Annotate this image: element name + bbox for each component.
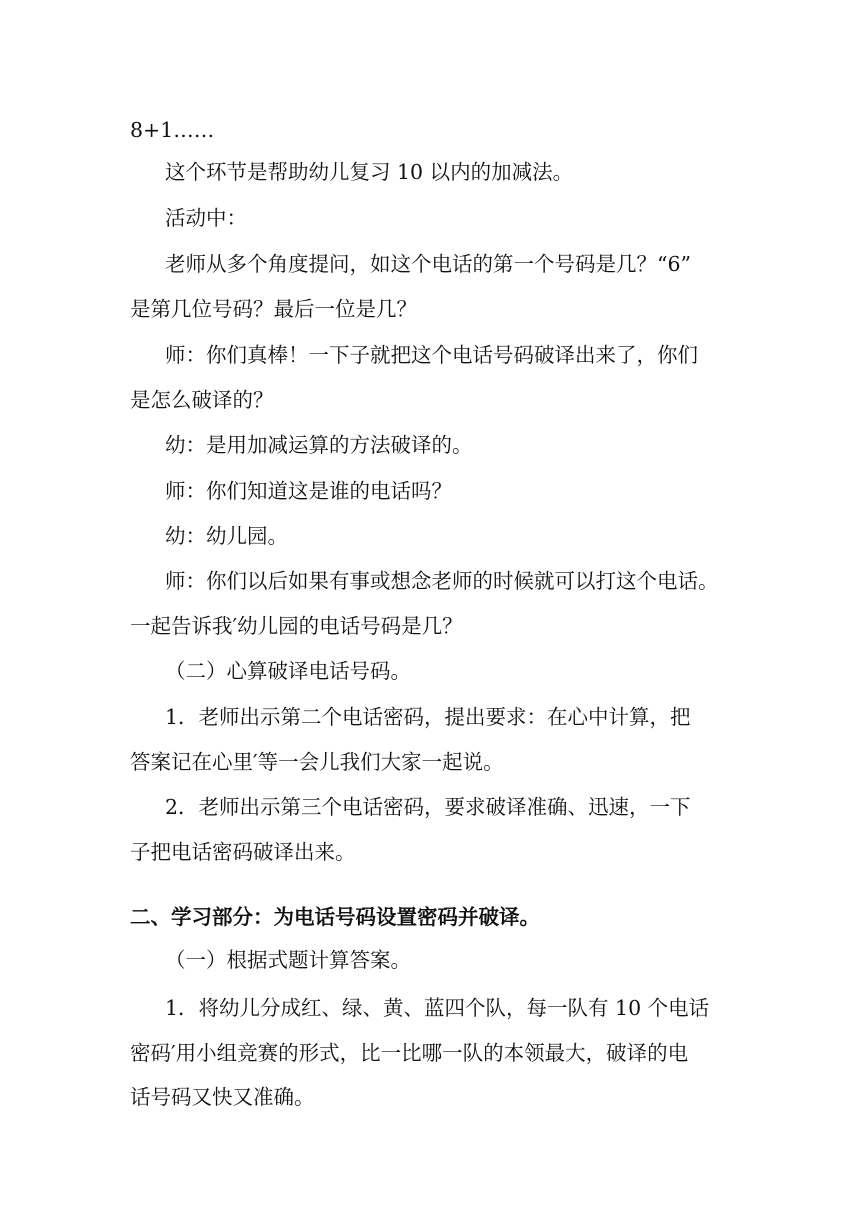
text-line: 师：你们以后如果有事或想念老师的时候就可以打这个电话。 [165, 569, 719, 593]
text-line: 幼：幼儿园。 [165, 524, 288, 548]
text-line: 1．将幼儿分成红、绿、黄、蓝四个队，每一队有 10 个电话 [165, 996, 710, 1020]
text-line: 1．老师出示第二个电话密码，提出要求：在心中计算，把 [165, 705, 691, 729]
text-line: 活动中： [165, 206, 247, 230]
text-line: （二）心算破译电话号码。 [165, 659, 411, 683]
text-line: 话号码又快又准确。 [130, 1085, 315, 1109]
text-line: 是怎么破译的？ [130, 388, 274, 412]
text-line: 师：你们知道这是谁的电话吗？ [165, 479, 452, 503]
text-line: 是第几位号码？最后一位是几？ [130, 297, 417, 321]
text-line: 密码′用小组竞赛的形式，比一比哪一队的本领最大，破译的电 [130, 1041, 689, 1065]
section-heading: 二、学习部分：为电话号码设置密码并破译。 [130, 905, 540, 929]
text-line: 子把电话密码破译出来。 [130, 840, 356, 864]
text-line: 老师从多个角度提问，如这个电话的第一个号码是几？“6” [165, 252, 692, 276]
text-line: 2．老师出示第三个电话密码，要求破译准确、迅速，一下 [165, 795, 691, 819]
text-line: 幼：是用加减运算的方法破译的。 [165, 433, 473, 457]
text-line: 师：你们真棒！一下子就把这个电话号码破译出来了，你们 [165, 343, 698, 367]
text-line: 答案记在心里′等一会儿我们大家一起说。 [130, 750, 504, 774]
text-line: 一起告诉我′幼儿园的电话号码是几？ [130, 614, 463, 638]
text-line: 这个环节是帮助幼儿复习 10 以内的加减法。 [165, 160, 574, 184]
text-line: （一）根据式题计算答案。 [165, 948, 411, 972]
text-line: 8+1…… [130, 118, 215, 142]
